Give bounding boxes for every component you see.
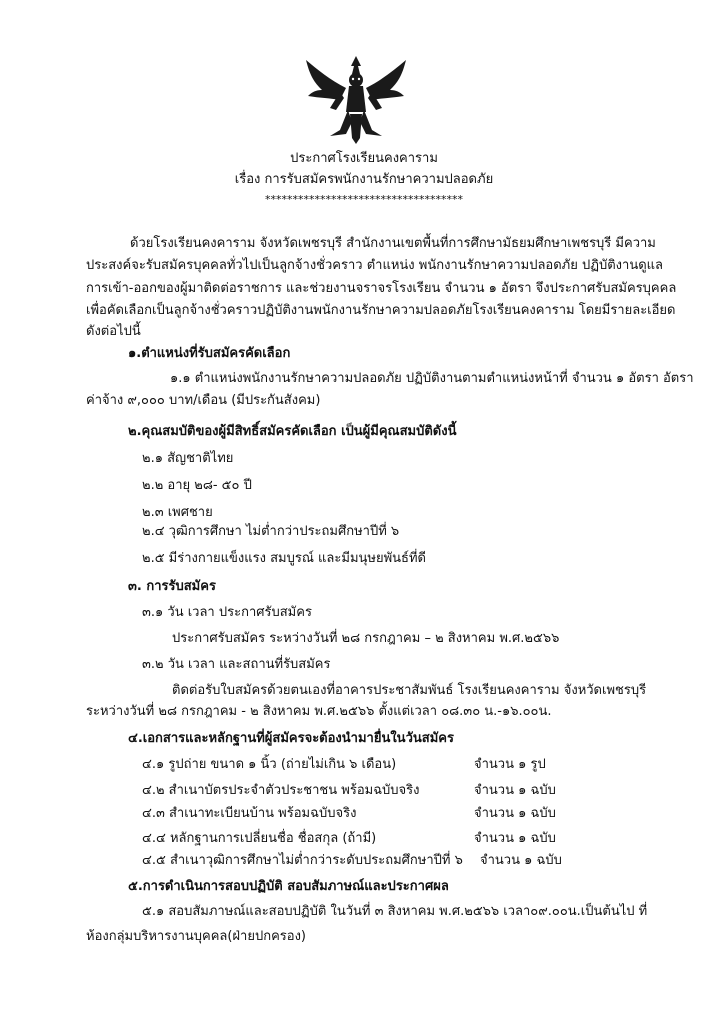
section-1-heading: ๑.ตำแหน่งที่รับสมัครคัดเลือก xyxy=(128,346,291,361)
document-item: ๔.๑ รูปถ่าย ขนาด ๑ นิ้ว (ถ่ายไม่เกิน ๖ เดือน) xyxy=(142,757,397,772)
qualification-item: ๒.๑ สัญชาติไทย xyxy=(142,451,234,466)
separator-stars: ************************************ xyxy=(265,193,463,206)
document-item: ๔.๕ สำเนาวุฒิการศึกษาไม่ต่ำกว่าระดับประถมศึกษาปีที่ ๖ xyxy=(142,853,463,868)
document-quantity: จำนวน ๑ ฉบับ xyxy=(474,806,556,821)
qualification-item: ๒.๔ วุฒิการศึกษา ไม่ต่ำกว่าประถมศึกษาปีที่ ๖ xyxy=(142,524,400,539)
document-item: ๔.๓ สำเนาทะเบียนบ้าน พร้อมฉบับจริง xyxy=(142,806,357,821)
section-3-2-detail-2: ระหว่างวันที่ ๒๘ กรกฎาคม - ๒ สิงหาคม พ.ศ.๒๕๖๖ ตั้งแต่เวลา ๐๘.๓๐ น.-๑๖.๐๐น. xyxy=(86,704,552,719)
announcement-subject: เรื่อง การรับสมัครพนักงานรักษาความปลอดภัย xyxy=(234,172,494,187)
qualification-item: ๒.๓ เพศชาย xyxy=(142,505,213,520)
document-quantity: จำนวน ๑ ฉบับ xyxy=(474,831,556,846)
section-3-heading: ๓. การรับสมัคร xyxy=(128,579,216,594)
section-1-line-2: ค่าจ้าง ๙,๐๐๐ บาท/เดือน (มีประกันสังคม) xyxy=(86,393,321,408)
section-5-line-2: ห้องกลุ่มบริหารงานบุคคล(ฝ่ายปกครอง) xyxy=(86,929,306,944)
intro-line-3: การเข้า-ออกของผู้มาติดต่อราชการ และช่วยงานจราจรโรงเรียน จำนวน ๑ อัตรา จึงประกาศรับสมัครบุคคล xyxy=(86,281,677,296)
document-item: ๔.๔ หลักฐานการเปลี่ยนชื่อ ชื่อสกุล (ถ้ามี) xyxy=(142,831,377,846)
garuda-emblem-icon xyxy=(300,52,412,148)
section-3-1-label: ๓.๑ วัน เวลา ประกาศรับสมัคร xyxy=(142,605,312,620)
section-5-heading: ๕.การดำเนินการสอบปฏิบัติ สอบสัมภาษณ์และประกาศผล xyxy=(128,879,449,894)
section-1-line-1: ๑.๑ ตำแหน่งพนักงานรักษาความปลอดภัย ปฏิบัติงานตามตำแหน่งหน้าที่ จำนวน ๑ อัตรา อัตรา xyxy=(170,371,694,386)
intro-line-4: เพื่อคัดเลือกเป็นลูกจ้างชั่วคราวปฏิบัติงานพนักงานรักษาความปลอดภัยโรงเรียนคงคาราม โดยมีรายละเอียด xyxy=(86,303,676,318)
announcement-title: ประกาศโรงเรียนคงคาราม xyxy=(290,151,438,166)
section-3-1-detail: ประกาศรับสมัคร ระหว่างวันที่ ๒๘ กรกฎาคม – ๒ สิงหาคม พ.ศ.๒๕๖๖ xyxy=(172,631,560,646)
intro-line-1: ด้วยโรงเรียนคงคาราม จังหวัดเพชรบุรี สำนักงานเขตพื้นที่การศึกษามัธยมศึกษาเพชรบุรี มีความ xyxy=(130,236,656,251)
intro-line-2: ประสงค์จะรับสมัครบุคคลทั่วไปเป็นลูกจ้างชั่วคราว ตำแหน่ง พนักงานรักษาความปลอดภัย ปฏิบัติงานดูแล xyxy=(86,258,663,273)
document-quantity: จำนวน ๑ ฉบับ xyxy=(474,783,556,798)
intro-line-5: ดังต่อไปนี้ xyxy=(86,324,141,339)
section-5-line-1: ๕.๑ สอบสัมภาษณ์และสอบปฏิบัติ ในวันที่ ๓ สิงหาคม พ.ศ.๒๕๖๖ เวลา๐๙.๐๐น.เป็นต้นไป ที่ xyxy=(142,904,648,919)
section-4-heading: ๔.เอกสารและหลักฐานที่ผู้สมัครจะต้องนำมายื่นในวันสมัคร xyxy=(128,731,454,746)
section-3-2-detail-1: ติดต่อรับใบสมัครด้วยตนเองที่อาคารประชาสัมพันธ์ โรงเรียนคงคาราม จังหวัดเพชรบุรี xyxy=(172,683,647,698)
section-3-2-label: ๓.๒ วัน เวลา และสถานที่รับสมัคร xyxy=(142,657,331,672)
qualification-item: ๒.๕ มีร่างกายแข็งแรง สมบูรณ์ และมีมนุษยพันธ์ที่ดี xyxy=(142,551,426,566)
document-item: ๔.๒ สำเนาบัตรประจำตัวประชาชน พร้อมฉบับจริง xyxy=(142,783,420,798)
document-quantity: จำนวน ๑ ฉบับ xyxy=(480,853,562,868)
section-2-heading: ๒.คุณสมบัติของผู้มีสิทธิ์สมัครคัดเลือก เป็นผู้มีคุณสมบัติดังนี้ xyxy=(128,424,457,439)
document-quantity: จำนวน ๑ รูป xyxy=(474,757,546,772)
qualification-item: ๒.๒ อายุ ๒๘- ๕๐ ปี xyxy=(142,478,252,493)
